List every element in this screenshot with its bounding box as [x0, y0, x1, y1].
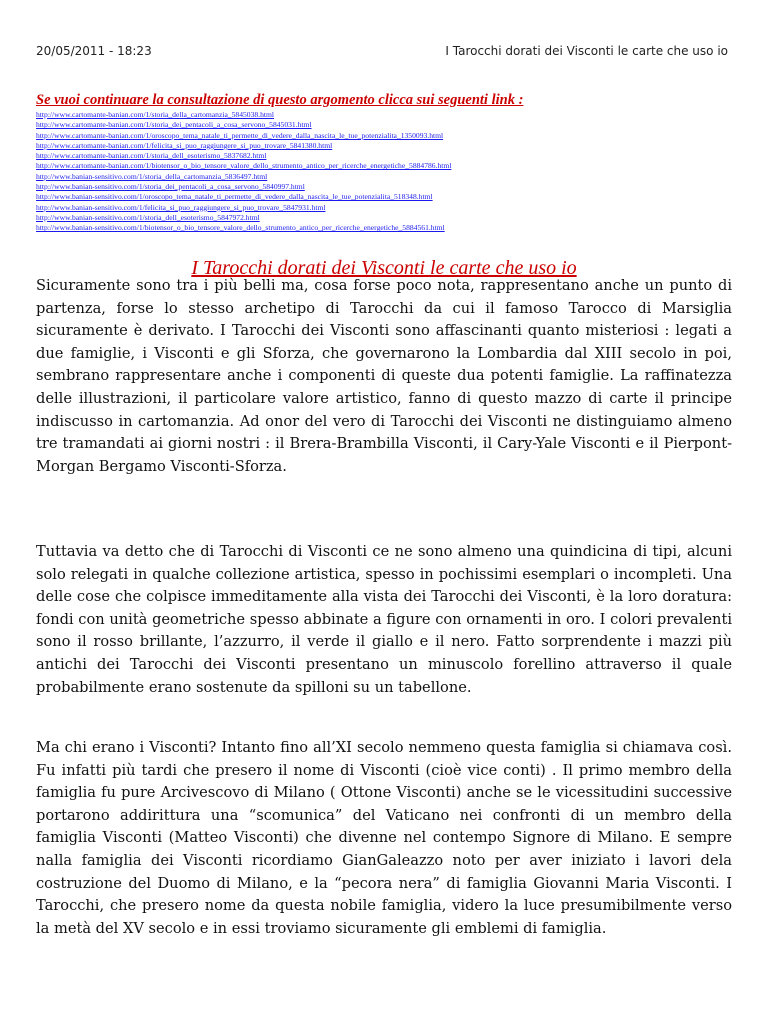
related-link[interactable]: http://www.cartomante-banian.com/1/biotensor_o_bio_tensore_valore_dello_strumento_antico_per_ricerche_energetiche_5884786.html — [36, 161, 452, 171]
list-item — [36, 110, 736, 120]
related-link[interactable]: http://www.banian-sensitivo.com/1/storia_dell_esoterismo_5847972.html — [36, 212, 260, 222]
related-link[interactable]: http://www.banian-sensitivo.com/1/felicita_si_puo_raggiungere_si_puo_trovare_5847931.html — [36, 202, 326, 212]
list-item — [36, 213, 736, 223]
related-link[interactable]: http://www.cartomante-banian.com/1/storia_della_cartomanzia_5845038.html — [36, 110, 275, 119]
page-header — [36, 44, 728, 58]
related-link[interactable]: http://www.banian-sensitivo.com/1/biotensor_o_bio_tensore_valore_dello_strumento_antico_per_ricerche_energetiche_5884561.html — [36, 223, 445, 233]
list-item — [36, 131, 736, 141]
related-link[interactable]: http://www.cartomante-banian.com/1/oroscopo_tema_natale_ti_permette_di_vedere_dalla_nascita_le_tue_potenzialita_1350093.html — [36, 130, 444, 140]
link-list — [36, 110, 736, 234]
list-item — [36, 182, 736, 192]
list-item — [36, 172, 736, 182]
paragraph-history: Ma chi erano i Visconti? Intanto fino all’XI secolo nemmeno questa famiglia si chiamava così. Fu infatti più tardi che presero il nome di Visconti (cioè vice conti) . Il primo membro della famiglia fu pure Arcivescovo di Milano ( Ottone Visconti) anche se le vicessitudini successive portarono addirittura una “scomunica” del Vaticano nei confronti di un membro della famiglia Visconti (Matteo Visconti) che divenne nel contempo Signore di Milano. E sempre nalla famiglia dei Visconti ricordiamo GianGaleazzo noto per aver iniziato i lavori dela costruzione del Duomo di Milano, e la “pecora nera” di famiglia Giovanni Maria Visconti. I Tarocchi, che presero nome da questa nobile famiglia, videro la luce presumibilmente verso la metà del XV secolo e in essi troviamo sicuramente gli emblemi di famiglia. — [36, 739, 732, 937]
list-item — [36, 151, 736, 161]
related-link[interactable]: http://www.banian-sensitivo.com/1/storia_della_cartomanzia_5836497.html — [36, 171, 268, 181]
list-item — [36, 141, 736, 151]
list-item — [36, 203, 736, 213]
related-link[interactable]: http://www.cartomante-banian.com/1/felicita_si_puo_raggiungere_si_puo_trovare_5841380.html — [36, 140, 333, 150]
header-document-title: I Tarocchi dorati dei Visconti le carte che uso io — [445, 44, 728, 58]
related-link[interactable]: http://www.cartomante-banian.com/1/storia_dell_esoterismo_5837682.html — [36, 151, 267, 161]
list-item — [36, 223, 736, 233]
header-date: 20/05/2011 - 18:23 — [36, 44, 152, 58]
list-item — [36, 120, 736, 130]
list-item — [36, 161, 736, 171]
links-intro: Se vuoi continuare la consultazione di questo argomento clicca sui seguenti link : — [36, 92, 524, 108]
article-title: I Tarocchi dorati dei Visconti le carte che uso io — [191, 257, 577, 279]
paragraph-intro: Sicuramente sono tra i più belli ma, cosa forse poco nota, rappresentano anche un punto di partenza, forse lo stesso archetipo di Tarocchi da cui il famoso Tarocco di Marsiglia sicuramente è derivato. I Tarocchi dei Visconti sono affascinanti quanto misteriosi : legati a due famiglie, i Visconti e gli Sforza, che governarono la Lombardia dal XIII secolo in poi, sembrano rappresentare anche i componenti di queste dua potenti famiglie. La raffinatezza delle illustrazioni, il particolare valore artistico, fanno di questo mazzo di carte il principe indiscusso in cartomanzia. Ad onor del vero di Tarocchi dei Visconti ne distinguiamo almeno tre tramandati ai giorni nostri : il Brera-Brambilla Visconti, il Cary-Yale Visconti e il Pierpont-Morgan Bergamo Visconti-Sforza. — [36, 277, 732, 475]
related-link[interactable]: http://www.banian-sensitivo.com/1/storia_dei_pentacoli_a_cosa_servono_5840997.html — [36, 182, 305, 192]
related-link[interactable]: http://www.cartomante-banian.com/1/storia_dei_pentacoli_a_cosa_servono_5845031.html — [36, 120, 312, 130]
paragraph-gilding: Tuttavia va detto che di Tarocchi di Visconti ce ne sono almeno una quindicina di tipi, alcuni solo relegati in qualche collezione artistica, spesso in pochissimi esemplari o incompleti. Una delle cose che colpisce immeditamente alla vista dei Tarocchi dei Visconti, è la loro doratura: fondi con unità geometriche spesso abbinate a figure con ornamenti in oro. I colori prevalenti sono il rosso brillante, l’azzurro, il verde il giallo e il nero. Fatto sorprendente i mazzi più antichi dei Tarocchi dei Visconti presentano un minuscolo forellino attraverso il quale probabilmente erano sostenute da spilloni su un tabellone. — [36, 543, 732, 696]
related-link[interactable]: http://www.banian-sensitivo.com/1/oroscopo_tema_natale_ti_permette_di_vedere_dalla_nascita_le_tue_potenzialita_518348.html — [36, 192, 433, 202]
list-item — [36, 192, 736, 202]
